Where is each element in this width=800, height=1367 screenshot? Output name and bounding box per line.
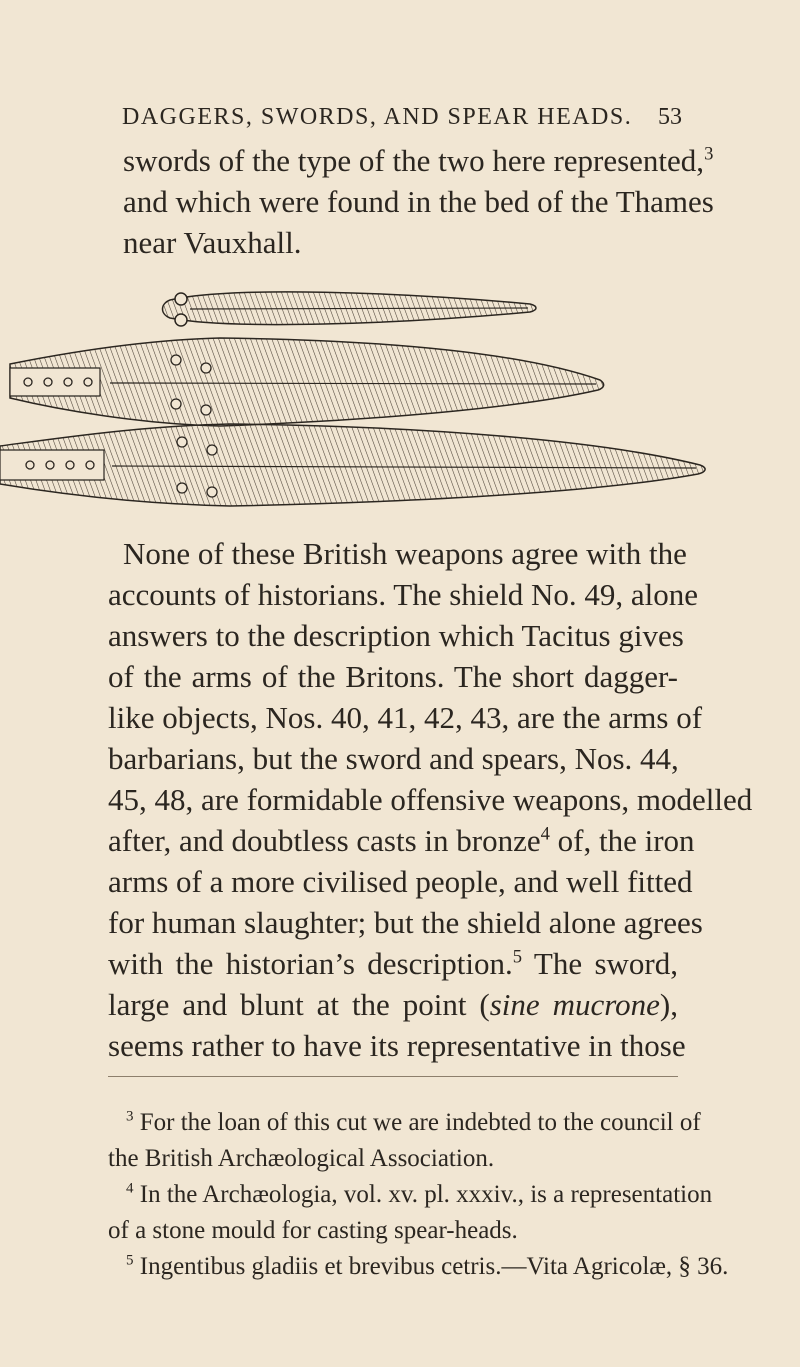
body-line-12: large and blunt at the point (sine mucrone),	[108, 987, 678, 1022]
figure-spearheads-engraving	[0, 280, 800, 515]
spearheads-illustration	[0, 280, 800, 515]
body-line-4: of the arms of the Britons. The short dagger-	[108, 659, 678, 694]
body-line-6: barbarians, but the sword and spears, Nos. 44,	[108, 741, 679, 776]
footnote-4-line-2: of a stone mould for casting spear-heads.	[108, 1217, 518, 1244]
footnote-ref-3: 3	[704, 143, 714, 165]
body-line-3: answers to the description which Tacitus gives	[108, 618, 684, 653]
page-number: 53	[658, 104, 682, 130]
running-title: DAGGERS, SWORDS, AND SPEAR HEADS.	[122, 104, 633, 130]
spearhead-2	[10, 338, 604, 426]
intro-line-3: near Vauxhall.	[123, 225, 302, 260]
footnote-3-line-2: the British Archæological Association.	[108, 1145, 495, 1172]
footnote-4-line-1: $^4$ In the Archæologia, vol. xv. pl. xxxiv., is a representation	[126, 1180, 713, 1208]
body-line-5: like objects, Nos. 40, 41, 42, 43, are the arms of	[108, 700, 703, 735]
footnote-rule	[108, 1076, 678, 1077]
intro-line-2: and which were found in the bed of the Thames	[123, 184, 714, 219]
body-line-9: arms of a more civilised people, and well fitted	[108, 864, 693, 899]
intro-line-1: swords of the type of the two here represented,$^3$	[123, 143, 714, 178]
spearhead-3	[0, 424, 705, 506]
body-line-2: accounts of historians. The shield No. 49, alone	[108, 577, 699, 612]
footnote-3-line-1: $^3$ For the loan of this cut we are indebted to the council of	[126, 1108, 701, 1136]
body-line-13: seems rather to have its representative in those	[108, 1028, 686, 1063]
footnote-ref-5: 5	[512, 946, 523, 968]
running-head	[122, 104, 682, 131]
footnote-ref-4: 4	[540, 823, 550, 845]
body-line-1: None of these British weapons agree with the	[123, 536, 687, 571]
body-line-10: for human slaughter; but the shield alone agrees	[108, 905, 703, 940]
body-line-11: with the historian’s description.$^5$ The sword,	[108, 946, 678, 981]
body-line-8: after, and doubtless casts in bronze$^4$ of, the iron	[108, 823, 695, 858]
footnote-5-line-1: $^5$ Ingentibus gladiis et brevibus cetris.—Vita Agricolæ, § 36.	[126, 1252, 729, 1280]
body-line-7: 45, 48, are formidable offensive weapons, modelled	[108, 782, 753, 817]
spearhead-1	[163, 292, 537, 326]
